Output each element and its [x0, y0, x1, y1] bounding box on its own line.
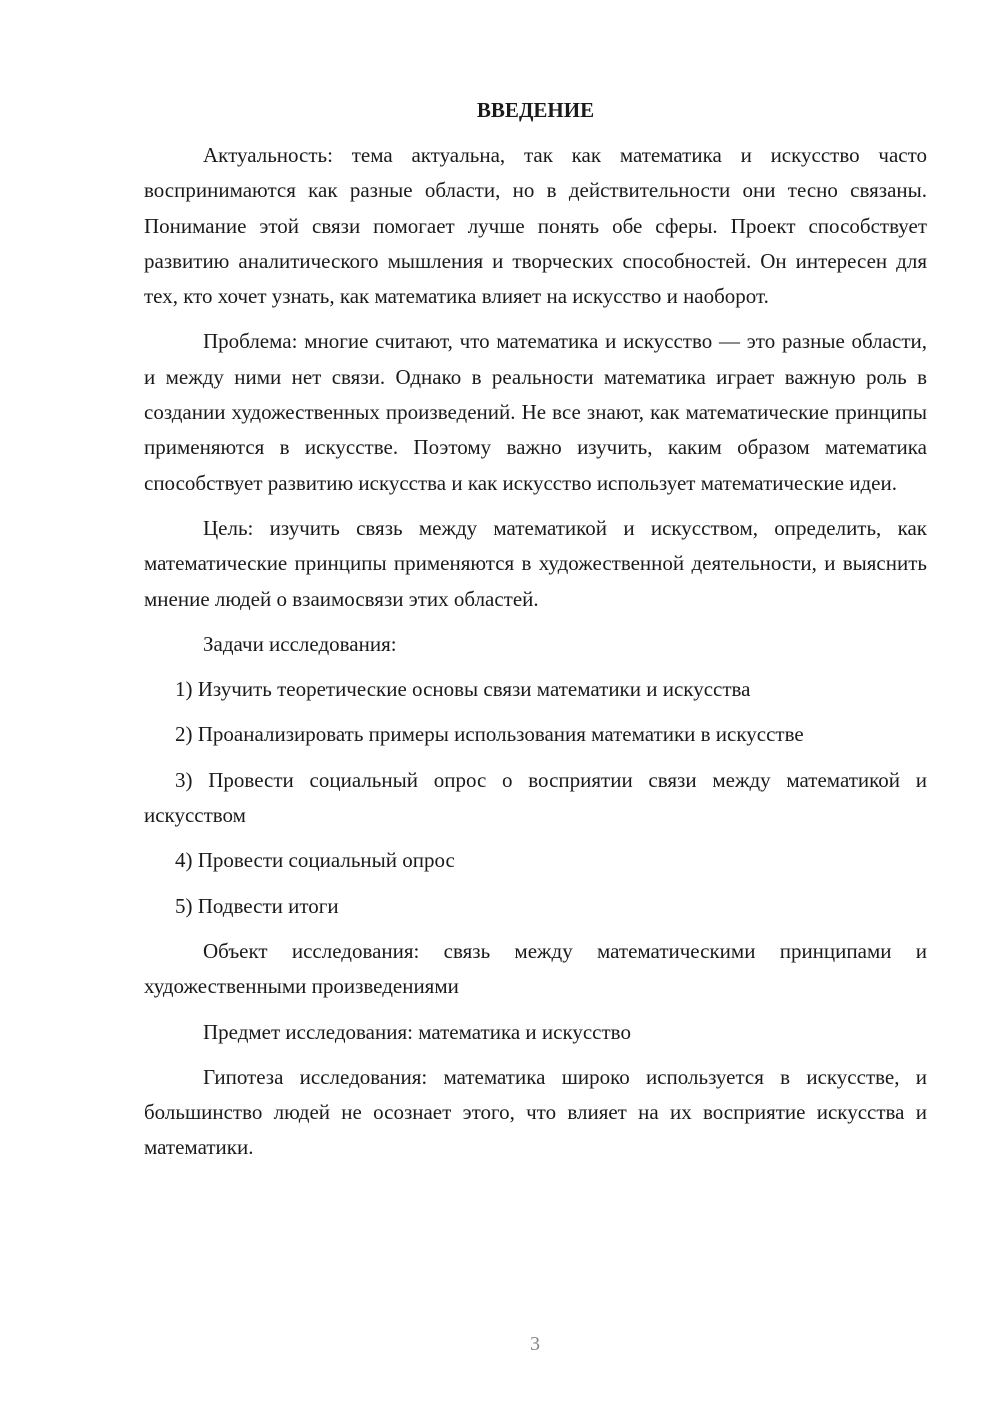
task-item-5: 5) Подвести итоги [175, 893, 339, 918]
task-item-4: 4) Провести социальный опрос [175, 848, 455, 873]
task-item-2: 2) Проанализировать примеры использования математики в искусстве [175, 722, 804, 747]
tasks-heading: Задачи исследования: [203, 631, 397, 656]
task-item-1: 1) Изучить теоретические основы связи математики и искусства [175, 677, 751, 702]
paragraph-subject: Предмет исследования: математика и искусство [203, 1019, 631, 1044]
paragraph-problem: Проблема: многие считают, что математика и искусство — это разные области, и между ними нет связи. Однако в реальности математика играет важную роль в создании художественных произведений. Не все знают, как математические принципы применяются в искусстве. Поэтому важно изучить, каким образом математика способствует развитию искусства и как искусство использует математические идеи. [144, 329, 927, 495]
paragraph-object: Объект исследования: связь между математическими принципами и художественными произведениями [144, 938, 927, 999]
document-page [144, 92, 927, 1166]
section-title: ВВЕДЕНИЕ [476, 98, 595, 122]
page-number: 3 [530, 1333, 540, 1355]
paragraph-hypothesis: Гипотеза исследования: математика широко используется в искусстве, и большинство людей не осознает этого, что влияет на их восприятие искусства и математики. [144, 1064, 927, 1160]
paragraph-relevance: Актуальность: тема актуальна, так как математика и искусство часто воспринимаются как разные области, но в действительности они тесно связаны. Понимание этой связи помогает лучше понять обе сферы. Проект способствует развитию аналитического мышления и творческих способностей. Он интересен для тех, кто хочет узнать, как математика влияет на искусство и наоборот. [144, 143, 927, 309]
paragraph-goal: Цель: изучить связь между математикой и искусством, определить, как математические принципы применяются в художественной деятельности, и выяснить мнение людей о взаимосвязи этих областей. [144, 515, 927, 611]
task-item-3: 3) Провести социальный опрос о восприятии связи между математикой и искусством [144, 767, 927, 828]
